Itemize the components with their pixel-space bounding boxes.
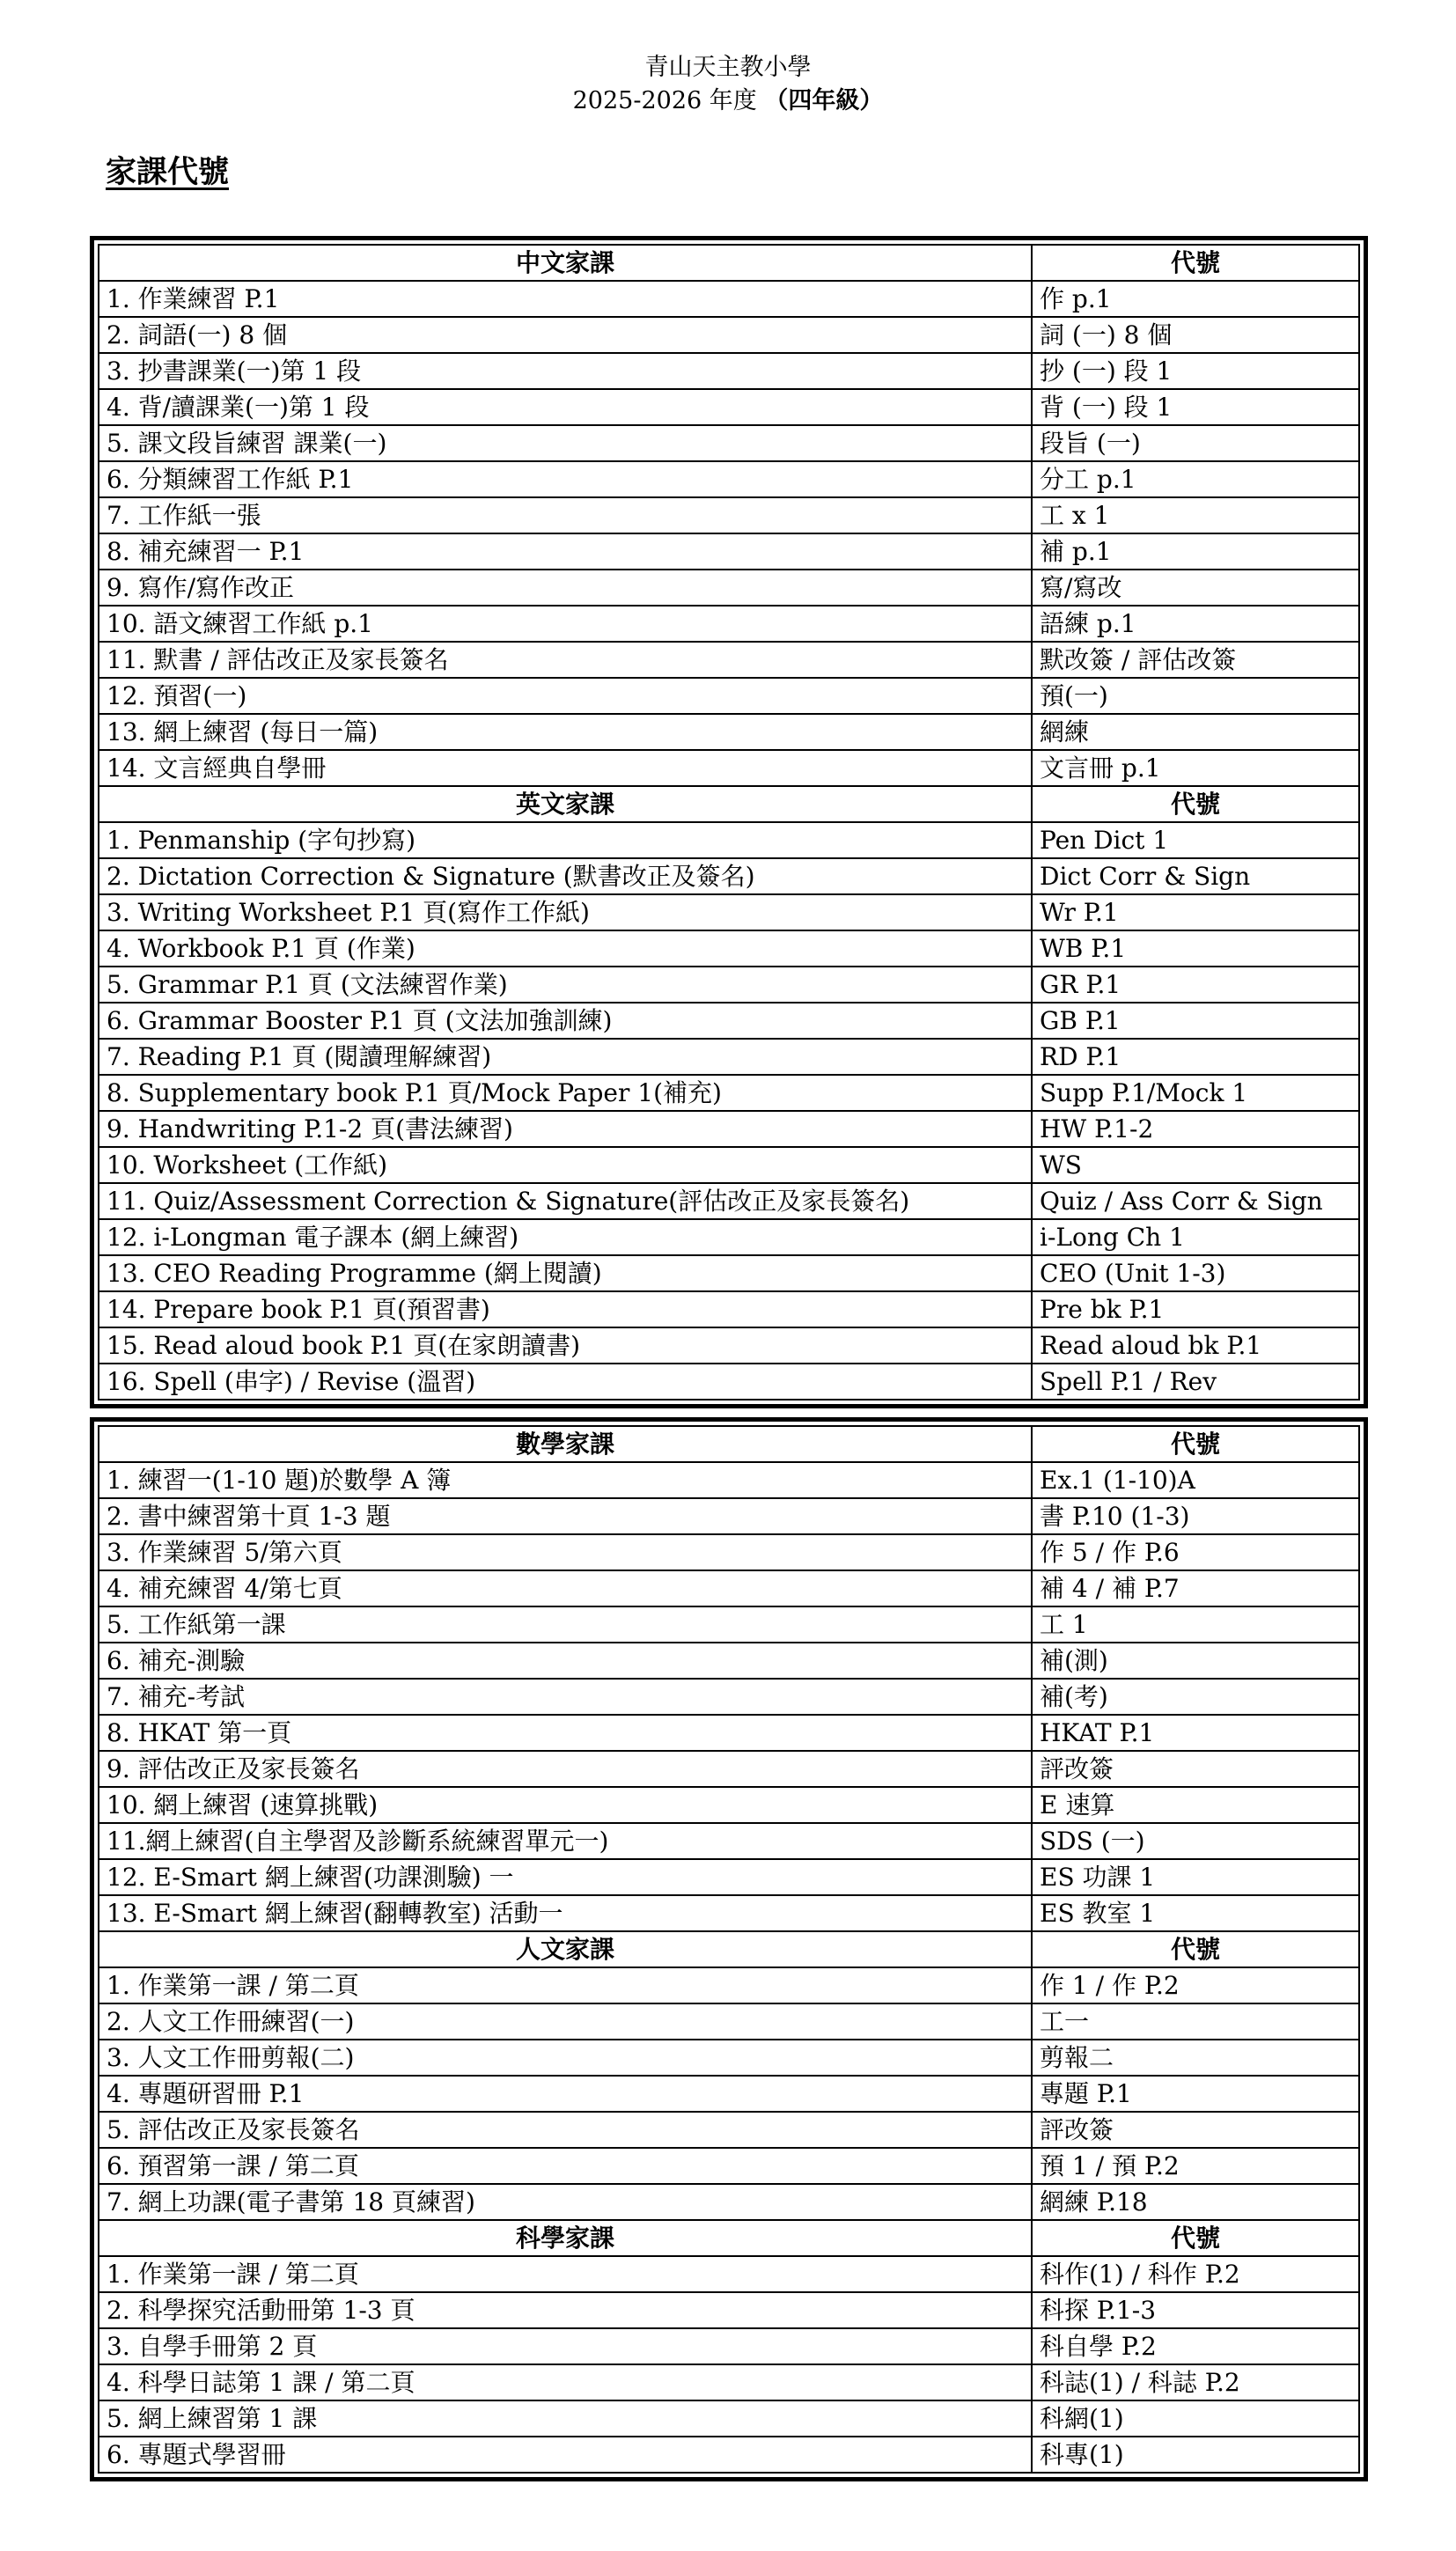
table-row (99, 1147, 1359, 1183)
homework-code-table (98, 244, 1360, 1400)
homework-item: 13. E-Smart 網上練習(翻轉教室) 活動一 (99, 1895, 1032, 1931)
table-row (99, 1606, 1359, 1643)
homework-code: 科探 P.1-3 (1032, 2292, 1359, 2328)
table-row (99, 1859, 1359, 1895)
homework-item: 6. Grammar Booster P.1 頁 (文法加強訓練) (99, 1003, 1032, 1039)
school-name: 青山天主教小學 (644, 54, 812, 81)
code-column-header: 代號 (1032, 245, 1359, 281)
homework-item: 10. Worksheet (工作紙) (99, 1147, 1032, 1183)
homework-table-chinese-english (90, 236, 1368, 1408)
homework-code: 工一 (1032, 2003, 1359, 2040)
table-row (99, 2003, 1359, 2040)
table-row (99, 750, 1359, 786)
school-year-line (0, 85, 1456, 118)
homework-item: 1. 作業練習 P.1 (99, 281, 1032, 317)
table-row (99, 930, 1359, 967)
homework-code: 抄 (一) 段 1 (1032, 353, 1359, 389)
table-row (99, 1679, 1359, 1715)
homework-item: 9. 寫作/寫作改正 (99, 570, 1032, 606)
table-row (99, 2040, 1359, 2076)
homework-item: 9. Handwriting P.1-2 頁(書法練習) (99, 1111, 1032, 1147)
section-title: 人文家課 (99, 1931, 1032, 1967)
homework-code: 專題 P.1 (1032, 2076, 1359, 2112)
homework-item: 8. HKAT 第一頁 (99, 1715, 1032, 1751)
table-row (99, 1075, 1359, 1111)
homework-item: 2. 科學探究活動冊第 1-3 頁 (99, 2292, 1032, 2328)
homework-code: 詞 (一) 8 個 (1032, 317, 1359, 353)
homework-code: ES 教室 1 (1032, 1895, 1359, 1931)
homework-item: 10. 網上練習 (速算挑戰) (99, 1787, 1032, 1823)
table-row (99, 1291, 1359, 1327)
table-row (99, 389, 1359, 425)
homework-code: 書 P.10 (1-3) (1032, 1498, 1359, 1534)
page-title: 家課代號 (106, 154, 230, 190)
homework-item: 3. 抄書課業(一)第 1 段 (99, 353, 1032, 389)
section-title: 中文家課 (99, 245, 1032, 281)
table-row (99, 1003, 1359, 1039)
table-row (99, 642, 1359, 678)
homework-item: 2. Dictation Correction & Signature (默書改正及簽名) (99, 858, 1032, 894)
homework-item: 14. Prepare book P.1 頁(預習書) (99, 1291, 1032, 1327)
homework-code: 補 p.1 (1032, 533, 1359, 570)
table-row (99, 1327, 1359, 1364)
homework-code: ES 功課 1 (1032, 1859, 1359, 1895)
homework-code: 分工 p.1 (1032, 461, 1359, 497)
homework-code: 段旨 (一) (1032, 425, 1359, 461)
homework-item: 6. 預習第一課 / 第二頁 (99, 2148, 1032, 2184)
homework-code: 作 p.1 (1032, 281, 1359, 317)
table-row (99, 570, 1359, 606)
code-column-header: 代號 (1032, 2220, 1359, 2256)
table-row (99, 2292, 1359, 2328)
homework-item: 2. 詞語(一) 8 個 (99, 317, 1032, 353)
homework-code: 背 (一) 段 1 (1032, 389, 1359, 425)
homework-item: 6. 補充-測驗 (99, 1643, 1032, 1679)
homework-item: 14. 文言經典自學冊 (99, 750, 1032, 786)
section-title: 數學家課 (99, 1426, 1032, 1462)
homework-code: Supp P.1/Mock 1 (1032, 1075, 1359, 1111)
homework-item: 13. CEO Reading Programme (網上閱讀) (99, 1255, 1032, 1291)
section-header-row (99, 1931, 1359, 1967)
homework-code: Spell P.1 / Rev (1032, 1364, 1359, 1400)
grade-label: （四年級） (764, 87, 884, 114)
homework-code: 工 x 1 (1032, 497, 1359, 533)
homework-table-math-gs-science (90, 1417, 1368, 2481)
homework-code: 語練 p.1 (1032, 606, 1359, 642)
homework-item: 8. Supplementary book P.1 頁/Mock Paper 1(補充) (99, 1075, 1032, 1111)
homework-item: 1. 作業第一課 / 第二頁 (99, 1967, 1032, 2003)
table-row (99, 1823, 1359, 1859)
document-header (0, 51, 1456, 118)
homework-code: Read aloud bk P.1 (1032, 1327, 1359, 1364)
table-row (99, 822, 1359, 858)
homework-code: 評改簽 (1032, 1751, 1359, 1787)
homework-code: SDS (一) (1032, 1823, 1359, 1859)
section-header-row (99, 786, 1359, 822)
homework-item: 9. 評估改正及家長簽名 (99, 1751, 1032, 1787)
table-row (99, 353, 1359, 389)
table-row (99, 1787, 1359, 1823)
homework-code: i-Long Ch 1 (1032, 1219, 1359, 1255)
homework-code: 科專(1) (1032, 2437, 1359, 2473)
section-title: 英文家課 (99, 786, 1032, 822)
homework-item: 5. Grammar P.1 頁 (文法練習作業) (99, 967, 1032, 1003)
table-row (99, 894, 1359, 930)
table-row (99, 1570, 1359, 1606)
homework-code-table (98, 1425, 1360, 2474)
homework-code: GR P.1 (1032, 967, 1359, 1003)
homework-item: 8. 補充練習一 P.1 (99, 533, 1032, 570)
table-row (99, 1715, 1359, 1751)
homework-code: 科自學 P.2 (1032, 2328, 1359, 2364)
homework-item: 2. 人文工作冊練習(一) (99, 2003, 1032, 2040)
homework-code: 作 1 / 作 P.2 (1032, 1967, 1359, 2003)
homework-item: 11.網上練習(自主學習及診斷系統練習單元一) (99, 1823, 1032, 1859)
homework-item: 4. Workbook P.1 頁 (作業) (99, 930, 1032, 967)
table-row (99, 1498, 1359, 1534)
homework-code: Ex.1 (1-10)A (1032, 1462, 1359, 1498)
table-row (99, 1039, 1359, 1075)
homework-item: 12. 預習(一) (99, 678, 1032, 714)
homework-item: 4. 背/讀課業(一)第 1 段 (99, 389, 1032, 425)
homework-code: HKAT P.1 (1032, 1715, 1359, 1751)
homework-item: 12. E-Smart 網上練習(功課測驗) 一 (99, 1859, 1032, 1895)
homework-code: Dict Corr & Sign (1032, 858, 1359, 894)
homework-item: 15. Read aloud book P.1 頁(在家朗讀書) (99, 1327, 1032, 1364)
table-row (99, 967, 1359, 1003)
homework-item: 4. 科學日誌第 1 課 / 第二頁 (99, 2364, 1032, 2400)
table-row (99, 2076, 1359, 2112)
table-row (99, 497, 1359, 533)
code-column-header: 代號 (1032, 786, 1359, 822)
homework-item: 1. 作業第一課 / 第二頁 (99, 2256, 1032, 2292)
homework-item: 4. 專題研習冊 P.1 (99, 2076, 1032, 2112)
table-row (99, 678, 1359, 714)
homework-code: 補(測) (1032, 1643, 1359, 1679)
homework-item: 16. Spell (串字) / Revise (溫習) (99, 1364, 1032, 1400)
homework-code: Wr P.1 (1032, 894, 1359, 930)
homework-code: WB P.1 (1032, 930, 1359, 967)
homework-code: Pre bk P.1 (1032, 1291, 1359, 1327)
table-row (99, 1643, 1359, 1679)
homework-item: 5. 網上練習第 1 課 (99, 2400, 1032, 2437)
table-row (99, 858, 1359, 894)
table-row (99, 2148, 1359, 2184)
table-row (99, 2112, 1359, 2148)
table-row (99, 425, 1359, 461)
homework-item: 2. 書中練習第十頁 1-3 題 (99, 1498, 1032, 1534)
table-row (99, 2437, 1359, 2473)
table-row (99, 2256, 1359, 2292)
homework-code: 網練 (1032, 714, 1359, 750)
table-row (99, 461, 1359, 497)
homework-item: 5. 工作紙第一課 (99, 1606, 1032, 1643)
section-title: 科學家課 (99, 2220, 1032, 2256)
homework-code: 科誌(1) / 科誌 P.2 (1032, 2364, 1359, 2400)
homework-code: RD P.1 (1032, 1039, 1359, 1075)
homework-code: 補(考) (1032, 1679, 1359, 1715)
homework-item: 5. 課文段旨練習 課業(一) (99, 425, 1032, 461)
homework-code: 作 5 / 作 P.6 (1032, 1534, 1359, 1570)
homework-item: 5. 評估改正及家長簽名 (99, 2112, 1032, 2148)
homework-item: 7. 網上功課(電子書第 18 頁練習) (99, 2184, 1032, 2220)
table-row (99, 281, 1359, 317)
section-header-row (99, 2220, 1359, 2256)
table-row (99, 1219, 1359, 1255)
homework-item: 1. 練習一(1-10 題)於數學 A 簿 (99, 1462, 1032, 1498)
homework-item: 3. 人文工作冊剪報(二) (99, 2040, 1032, 2076)
table-row (99, 2364, 1359, 2400)
homework-code: 默改簽 / 評估改簽 (1032, 642, 1359, 678)
homework-code: GB P.1 (1032, 1003, 1359, 1039)
school-year: 2025-2026 年度 (572, 87, 757, 114)
table-row (99, 2328, 1359, 2364)
table-row (99, 317, 1359, 353)
homework-code: 工 1 (1032, 1606, 1359, 1643)
homework-code: 預(一) (1032, 678, 1359, 714)
homework-code: Pen Dict 1 (1032, 822, 1359, 858)
table-row (99, 1895, 1359, 1931)
table-row (99, 1364, 1359, 1400)
table-row (99, 1462, 1359, 1498)
table-row (99, 1751, 1359, 1787)
table-row (99, 1183, 1359, 1219)
homework-item: 12. i-Longman 電子課本 (網上練習) (99, 1219, 1032, 1255)
homework-item: 3. Writing Worksheet P.1 頁(寫作工作紙) (99, 894, 1032, 930)
homework-code: 評改簽 (1032, 2112, 1359, 2148)
homework-item: 13. 網上練習 (每日一篇) (99, 714, 1032, 750)
homework-code: 補 4 / 補 P.7 (1032, 1570, 1359, 1606)
table-row (99, 1255, 1359, 1291)
homework-item: 7. 補充-考試 (99, 1679, 1032, 1715)
homework-item: 3. 作業練習 5/第六頁 (99, 1534, 1032, 1570)
table-row (99, 714, 1359, 750)
homework-item: 1. Penmanship (字句抄寫) (99, 822, 1032, 858)
homework-code: 科網(1) (1032, 2400, 1359, 2437)
homework-code: HW P.1-2 (1032, 1111, 1359, 1147)
homework-item: 11. 默書 / 評估改正及家長簽名 (99, 642, 1032, 678)
table-row (99, 1534, 1359, 1570)
section-header-row (99, 245, 1359, 281)
homework-item: 7. Reading P.1 頁 (閱讀理解練習) (99, 1039, 1032, 1075)
section-header-row (99, 1426, 1359, 1462)
homework-code: WS (1032, 1147, 1359, 1183)
table-row (99, 533, 1359, 570)
homework-item: 6. 分類練習工作紙 P.1 (99, 461, 1032, 497)
code-column-header: 代號 (1032, 1931, 1359, 1967)
homework-code: E 速算 (1032, 1787, 1359, 1823)
homework-code: 預 1 / 預 P.2 (1032, 2148, 1359, 2184)
homework-code: 文言冊 p.1 (1032, 750, 1359, 786)
table-row (99, 606, 1359, 642)
homework-item: 11. Quiz/Assessment Correction & Signature(評估改正及家長簽名) (99, 1183, 1032, 1219)
table-row (99, 1967, 1359, 2003)
homework-code: CEO (Unit 1-3) (1032, 1255, 1359, 1291)
table-row (99, 2400, 1359, 2437)
homework-item: 6. 專題式學習冊 (99, 2437, 1032, 2473)
homework-code: 剪報二 (1032, 2040, 1359, 2076)
homework-item: 10. 語文練習工作紙 p.1 (99, 606, 1032, 642)
code-column-header: 代號 (1032, 1426, 1359, 1462)
homework-item: 4. 補充練習 4/第七頁 (99, 1570, 1032, 1606)
homework-code: Quiz / Ass Corr & Sign (1032, 1183, 1359, 1219)
homework-item: 3. 自學手冊第 2 頁 (99, 2328, 1032, 2364)
homework-code: 網練 P.18 (1032, 2184, 1359, 2220)
table-row (99, 1111, 1359, 1147)
homework-code: 寫/寫改 (1032, 570, 1359, 606)
table-row (99, 2184, 1359, 2220)
homework-item: 7. 工作紙一張 (99, 497, 1032, 533)
homework-code: 科作(1) / 科作 P.2 (1032, 2256, 1359, 2292)
